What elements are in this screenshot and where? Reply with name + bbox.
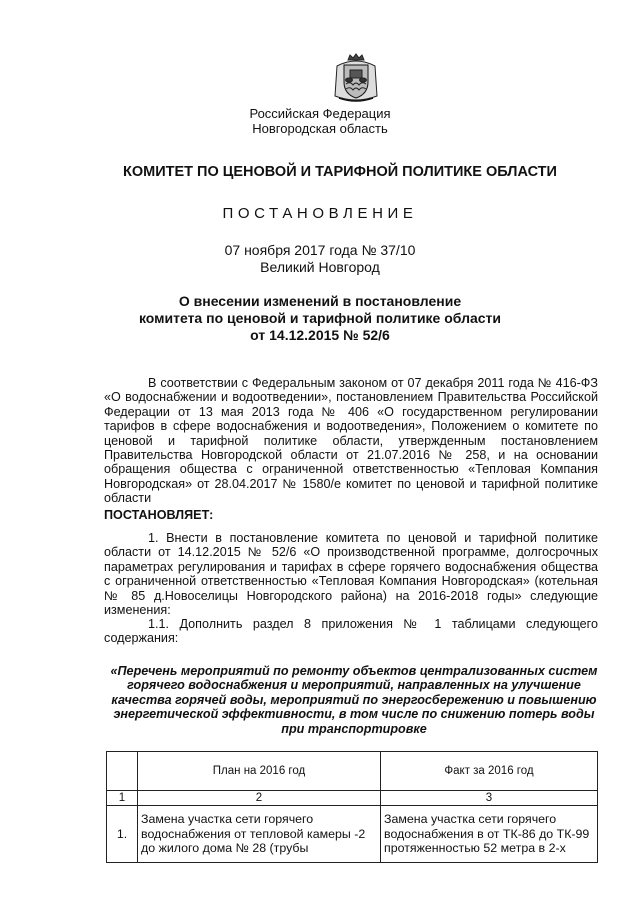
coat-of-arms-icon: [329, 52, 383, 106]
title-line-2: комитета по ценовой и тарифной политике области: [138, 310, 502, 326]
table-header-row: [107, 752, 598, 791]
title-line-3: от 14.12.2015 № 52/6: [250, 327, 390, 343]
preamble-paragraph: В соответствии с Федеральным законом от 07 декабря 2011 года № 416-ФЗ «О водоснабжении и водоотведении», постановлением Правительства Российской Федерации от 13 мая 2013 года № 406 «О государственном регулировании тарифов в сфере водоснабжения и водоотведения», Положением о комитете по ценовой и тарифной политике области, утвержденным постановлением Правительства Новгородской области от 21.07.2016 № 258, и на основании обращения общества с ограниченной ответственностью «Тепловая Компания Новгородская» от 28.04.2017 № 1580/е комитет по ценовой и тарифной политике области: [104, 376, 598, 506]
measures-table: [106, 751, 598, 863]
country-name: Российская Федерация: [249, 106, 391, 121]
header-cell-number: [107, 752, 138, 791]
date-place-block: [0, 242, 640, 276]
table-column-numbers-row: [107, 791, 598, 806]
row-plan-cell: Замена участка сети горячего водоснабжения от тепловой камеры -2 до жилого дома № 28 (трубы: [138, 806, 381, 863]
row-number-cell: 1.: [107, 806, 138, 863]
clause-1-1-paragraph: 1.1. Дополнить раздел 8 приложения № 1 таблицами следующего содержания:: [104, 617, 598, 646]
document-type: ПОСТАНОВЛЕНИЕ: [222, 205, 418, 222]
clause-1-paragraph: 1. Внести в постановление комитета по ценовой и тарифной политике области от 14.12.2015 № 52/6 «О производственной программе, долгосрочных параметрах регулирования и тарифах в сфере горячего водоснабжения общества с ограниченной ответственностью «Тепловая Компания Новгородская» (котельная № 85 д.Новоселицы Новгородского района) на 2016-2018 годы» следующие изменения:: [104, 531, 598, 618]
table-title: «Перечень мероприятий по ремонту объектов централизованных систем горячего водоснабжения и мероприятий, направленных на улучшение качества горячей воды, мероприятий по энергосбережению и повышению энергетической эффективности, в том числе по снижению потерь воды при транспортировке: [110, 664, 598, 736]
header-cell-plan: План на 2016 год: [138, 752, 381, 791]
committee-name: КОМИТЕТ ПО ЦЕНОВОЙ И ТАРИФНОЙ ПОЛИТИКЕ ОБЛАСТИ: [123, 164, 557, 180]
resolve-heading: ПОСТАНОВЛЯЕТ:: [104, 508, 214, 522]
region-name: Новгородская область: [252, 121, 388, 136]
document-date-number: 07 ноября 2017 года № 37/10: [224, 242, 416, 258]
column-number-1: 1: [107, 791, 138, 806]
title-line-1: О внесении изменений в постановление: [178, 293, 462, 309]
document-place: Великий Новгород: [260, 259, 380, 275]
document-title: [0, 293, 640, 344]
header-cell-fact: Факт за 2016 год: [381, 752, 598, 791]
column-number-2: 2: [138, 791, 381, 806]
table-row: [107, 806, 598, 863]
row-fact-cell: Замена участка сети горячего водоснабжения в от ТК-86 до ТК-99 протяженностью 52 метра в 2-х: [381, 806, 598, 863]
region-block: [0, 106, 640, 136]
column-number-3: 3: [381, 791, 598, 806]
